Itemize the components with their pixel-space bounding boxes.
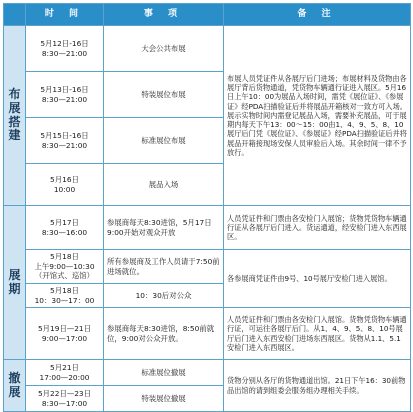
item-cell: 特装展位撤展 [104, 386, 224, 412]
note-header: 备 注 [224, 4, 411, 26]
exhibition-schedule-table [3, 3, 411, 412]
time-cell [26, 360, 104, 386]
item-cell: 大会公共布展 [104, 26, 224, 72]
time-line: 5月22日—23日 [37, 389, 92, 399]
item-header: 事 项 [104, 4, 224, 26]
item-cell: 参展商每天8:30进馆，5月17日9:00开始对观众开放 [104, 206, 224, 250]
time-line: 8:30—21:00 [41, 94, 88, 104]
time-line: 8:30—21:00 [41, 140, 88, 150]
phase-label-setup [4, 26, 26, 206]
time-line: 10:00 [53, 184, 76, 194]
time-line: 10：30—17：00 [34, 295, 95, 305]
table-header-row [4, 4, 411, 26]
time-line: 5月19日—21日 [37, 324, 92, 334]
item-cell: 参展商每天8:30进馆，8:50前就位，9:00对公众开放。 [104, 308, 224, 360]
time-cell [26, 386, 104, 412]
table-row [4, 360, 411, 386]
phase-text: 布展搭建 [8, 86, 21, 143]
table-row [4, 206, 411, 250]
item-cell: 标准展位布展 [104, 118, 224, 164]
note-cell: 人员凭证件和门票由各安检门入展馆；货物凭货物车辆通行证从各展厅后门进入。货运通道，经安检门进入东西展区。 [224, 206, 411, 250]
time-line: 5月13日-16日 [40, 85, 89, 95]
time-cell [26, 308, 104, 360]
time-cell [26, 206, 104, 250]
time-header: 时 间 [26, 4, 104, 26]
item-cell: 特装展位布展 [104, 72, 224, 118]
time-line: 9:00—17:00 [41, 333, 88, 343]
time-line: 5月17日 [50, 218, 79, 228]
phase-text: 撤展 [8, 370, 21, 399]
time-cell [26, 72, 104, 118]
time-cell [26, 118, 104, 164]
time-cell [26, 250, 104, 284]
item-cell: 所有参展商及工作人员请于7:50前进场就位。 [104, 250, 224, 284]
time-cell [26, 26, 104, 72]
note-cell-teardown: 货物分别从各厅的货物通道出馆。21日下午16：30前物品出馆的请到组委会服务组办理相关手续。 [224, 360, 411, 412]
time-line: 上午9:00—10:30 [34, 261, 95, 271]
item-cell: 10：30后对公众 [104, 284, 224, 308]
time-line: 5月16日 [50, 175, 79, 185]
time-line: （开馆式、巡馆） [34, 271, 95, 281]
time-cell [26, 164, 104, 206]
item-cell: 展品入场 [104, 164, 224, 206]
phase-text: 展期 [8, 267, 21, 296]
item-cell: 标准展位撤展 [104, 360, 224, 386]
time-line: 8:30—17:00 [41, 398, 88, 408]
time-line: 5月18日 [50, 252, 79, 262]
time-line: 5月12日-16日 [40, 39, 89, 49]
phase-label-exhibition [4, 206, 26, 360]
table-row [4, 26, 411, 72]
time-line: 8:30—16:00 [41, 227, 88, 237]
note-cell: 各参展商凭证件由9号、10号展厅安检门进入展馆。 [224, 250, 411, 308]
phase-header [4, 4, 26, 26]
time-line: 17:00—20:00 [39, 372, 90, 382]
time-line: 8:30—21:00 [41, 48, 88, 58]
phase-label-teardown [4, 360, 26, 412]
time-line: 5月21日 [50, 363, 79, 373]
table-row [4, 250, 411, 284]
time-cell [26, 284, 104, 308]
note-cell-setup: 布展人员凭证件从各展厅后门进场；布展材料及货物由各展厅背后货物通道，凭货物车辆通行证进入展区。5月16日上午10：00为展品入场时间，需凭《展位证》、《参展证》经PDA扫描验证后并将展品开箱核对一致方可入场。展示实物时间内需登记展品入场，需要补充展品，可于展期内每天下午13：00～15：00由1、4、9、5、8、10展厅后门凭《展位证》、《参展证》经PDA扫描验证后并将展品开箱接现场安保人员审验后入场。其余时间一律不予放行。 [224, 26, 411, 206]
note-cell: 人员凭证件和门票由各安检门入展馆。货物凭货物车辆通行证，可运往各展厅后门。从1、4、9、5、8、10号展厅后门进入东西安检门进场东西展区。货物从1.1、5.1安检门进入东西展区。 [224, 308, 411, 360]
time-line: 5月15日-16日 [40, 131, 89, 141]
table-row [4, 308, 411, 360]
time-line: 5月18日 [50, 286, 79, 296]
